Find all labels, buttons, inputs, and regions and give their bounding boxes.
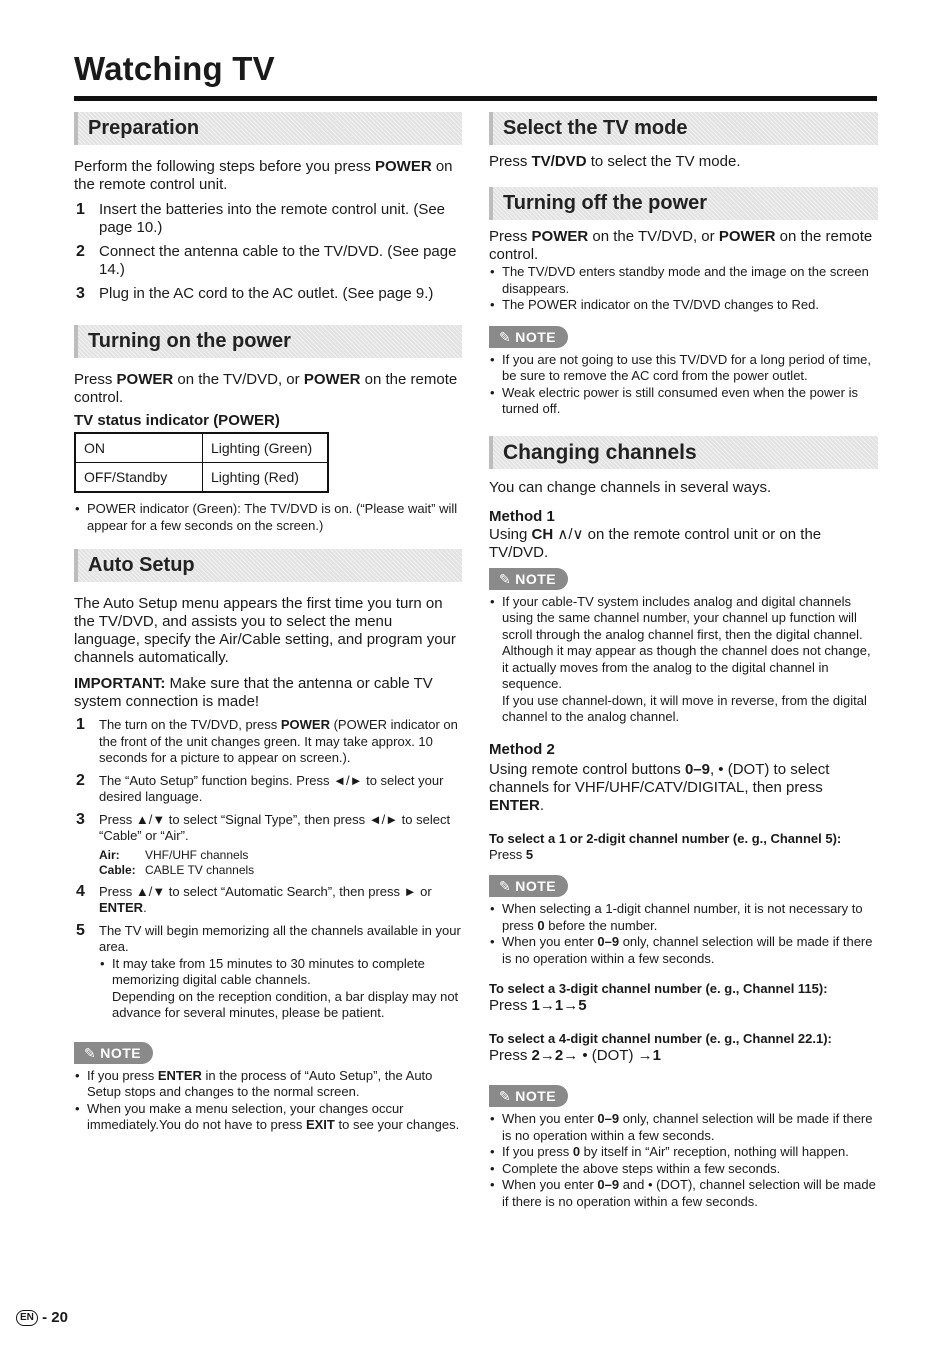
changing-intro: You can change channels in several ways. (489, 478, 772, 496)
list-item: • If you press ENTER in the process of “Auto Setup”, the Auto Setup stops and changes to the normal screen. (74, 1068, 462, 1101)
note-badge: ✎ NOTE (489, 326, 568, 348)
preparation-steps (74, 201, 462, 303)
method2-text: Using remote control buttons 0–9, • (DOT) to select channels for VHF/UHF/CATV/DIGITAL, then press ENTER. (489, 760, 830, 814)
auto-setup-step: 3 Press ▲/▼ to select “Signal Type”, then press ◄/► to select “Cable” or “Air”. Air: VHF/UHF channels Cable: CABLE TV channels (74, 812, 462, 878)
list-item: • Weak electric power is still consumed even when the power is turned off. (489, 385, 878, 418)
language-badge: EN (16, 1310, 38, 1326)
auto-setup-note (74, 1042, 462, 1134)
list-item: • When you enter 0–9 only, channel selection will be made if there is no operation within a few seconds. (489, 934, 878, 967)
step5-bullets (99, 956, 462, 1022)
preparation-step: 2 Connect the antenna cable to the TV/DVD. (See page 14.) (76, 243, 457, 278)
method2-note (489, 875, 878, 967)
left-column (74, 112, 462, 1134)
turning-off-bullets (489, 264, 878, 314)
section-heading-auto-setup: Auto Setup (74, 549, 462, 582)
auto-setup-intro: The Auto Setup menu appears the first time you turn on the TV/DVD, and assists you to select the menu language, specify the Air/Cable setting, and program your channels automatically. (74, 595, 456, 666)
turning-on-text: Press POWER on the TV/DVD, or POWER on the remote control. (74, 371, 458, 406)
note-badge: ✎ NOTE (74, 1042, 153, 1064)
proc3-heading: To select a 4-digit channel number (e. g., Channel 22.1): (489, 1031, 832, 1046)
proc3-note (489, 1085, 878, 1210)
signal-type-list: Air: VHF/UHF channels Cable: CABLE TV channels (99, 847, 255, 877)
select-mode-text: Press TV/DVD to select the TV mode. (489, 153, 741, 170)
turning-on-bullets (74, 501, 462, 534)
method1-note-list (489, 594, 878, 726)
list-item: • If your cable-TV system includes analog and digital channels using the same channel number, your channel up function will scroll through the analog channel first, then the digital channel. Although it may appear as though the channel does not change, it actually moves from the analog to the digital channel in sequence. If you use channel-down, it will move in reverse, from the digital channel to the analog channel. (489, 594, 878, 726)
auto-setup-steps (74, 717, 462, 1022)
table-row (75, 463, 328, 493)
preparation-step: 3 Plug in the AC cord to the AC outlet. (See page 9.) (76, 285, 434, 302)
auto-setup-step: 2 The “Auto Setup” function begins. Press ◄/► to select your desired language. (76, 771, 444, 804)
auto-setup-note-list (74, 1068, 462, 1134)
note-badge: ✎ NOTE (489, 875, 568, 897)
list-item: • When you make a menu selection, your changes occur immediately.You do not have to press EXIT to see your changes. (74, 1101, 462, 1134)
pencil-icon: ✎ (499, 328, 512, 345)
section-heading-select-mode: Select the TV mode (489, 112, 878, 145)
preparation-intro: Perform the following steps before you press POWER on the remote control unit. (74, 158, 453, 193)
page-title: Watching TV (74, 50, 275, 87)
pencil-icon: ✎ (499, 570, 512, 587)
table-cell: Lighting (Red) (203, 463, 329, 493)
title-rule (74, 96, 877, 101)
right-column (489, 112, 878, 1210)
proc1-heading: To select a 1 or 2-digit channel number (e. g., Channel 5): (489, 830, 842, 846)
pencil-icon: ✎ (499, 1088, 512, 1104)
turning-off-note (489, 326, 878, 418)
status-table (74, 432, 329, 493)
proc2-text: Press 1→1→5 (489, 997, 587, 1014)
auto-setup-step: 1 The turn on the TV/DVD, press POWER (POWER indicator on the front of the unit changes green. It may take approx. 10 seconds for a picture to appear on screen.). (76, 716, 458, 765)
page-footer (16, 1309, 68, 1326)
list-item: • Complete the above steps within a few seconds. (489, 1161, 878, 1178)
page-number: - 20 (42, 1309, 68, 1326)
table-cell: ON (75, 433, 203, 463)
method1-heading: Method 1 (489, 507, 555, 525)
auto-setup-step: 4 Press ▲/▼ to select “Automatic Search”, then press ► or ENTER. (76, 882, 432, 915)
section-heading-changing-channels: Changing channels (489, 436, 878, 469)
list-item: • If you press 0 by itself in “Air” reception, nothing will happen. (489, 1144, 878, 1161)
method1-note (489, 568, 878, 726)
auto-setup-important: IMPORTANT: Make sure that the antenna or cable TV system connection is made! (74, 675, 433, 710)
turning-off-text: Press POWER on the TV/DVD, or POWER on the remote control. (489, 228, 873, 263)
table-cell: Lighting (Green) (203, 433, 329, 463)
list-item: • When you enter 0–9 only, channel selection will be made if there is no operation within a few seconds. (489, 1111, 878, 1144)
table-row (75, 433, 328, 463)
method2-heading: Method 2 (489, 740, 555, 758)
list-item: • When you enter 0–9 and • (DOT), channel selection will be made if there is no operation within a few seconds. (489, 1177, 878, 1210)
list-item: • It may take from 15 minutes to 30 minutes to complete memorizing digital cable channels. Depending on the reception condition, a bar display may not advance for several minutes, please be patient. (99, 956, 462, 1022)
section-heading-turning-off: Turning off the power (489, 187, 878, 220)
preparation-step: 1 Insert the batteries into the remote control unit. (See page 10.) (76, 201, 446, 236)
list-item: • If you are not going to use this TV/DVD for a long period of time, be sure to remove the AC cord from the power outlet. (489, 352, 878, 385)
section-heading-preparation: Preparation (74, 112, 462, 145)
proc3-note-list (489, 1111, 878, 1210)
note-badge: ✎ NOTE (489, 1085, 568, 1107)
status-indicator-heading: TV status indicator (POWER) (74, 412, 280, 429)
pencil-icon: ✎ (84, 1044, 97, 1061)
proc2-heading: To select a 3-digit channel number (e. g., Channel 115): (489, 981, 828, 996)
list-item: • The TV/DVD enters standby mode and the image on the screen disappears. (489, 264, 878, 297)
method1-text: Using CH ∧/∨ on the remote control unit or on the TV/DVD. (489, 525, 822, 561)
note-badge: ✎ NOTE (489, 568, 568, 590)
section-heading-turning-on: Turning on the power (74, 325, 462, 358)
list-item: • When selecting a 1-digit channel number, it is not necessary to press 0 before the number. (489, 901, 878, 934)
pencil-icon: ✎ (499, 878, 512, 894)
table-cell: OFF/Standby (75, 463, 203, 493)
proc1-text: Press 5 (489, 846, 534, 862)
turning-off-note-list (489, 352, 878, 418)
proc3-text: Press 2→2→ • (DOT) →1 (489, 1047, 661, 1064)
list-item: • The POWER indicator on the TV/DVD changes to Red. (489, 297, 878, 314)
auto-setup-step: 5 The TV will begin memorizing all the channels available in your area. • It may take from 15 minutes to 30 minutes to complete memorizing digital cable channels. Depending on the reception condition, a bar display may not advance for several minutes, please be patient. (74, 923, 462, 1022)
list-item: • POWER indicator (Green): The TV/DVD is on. (“Please wait” will appear for a few seconds on the screen.) (74, 501, 462, 534)
method2-note-list (489, 901, 878, 967)
